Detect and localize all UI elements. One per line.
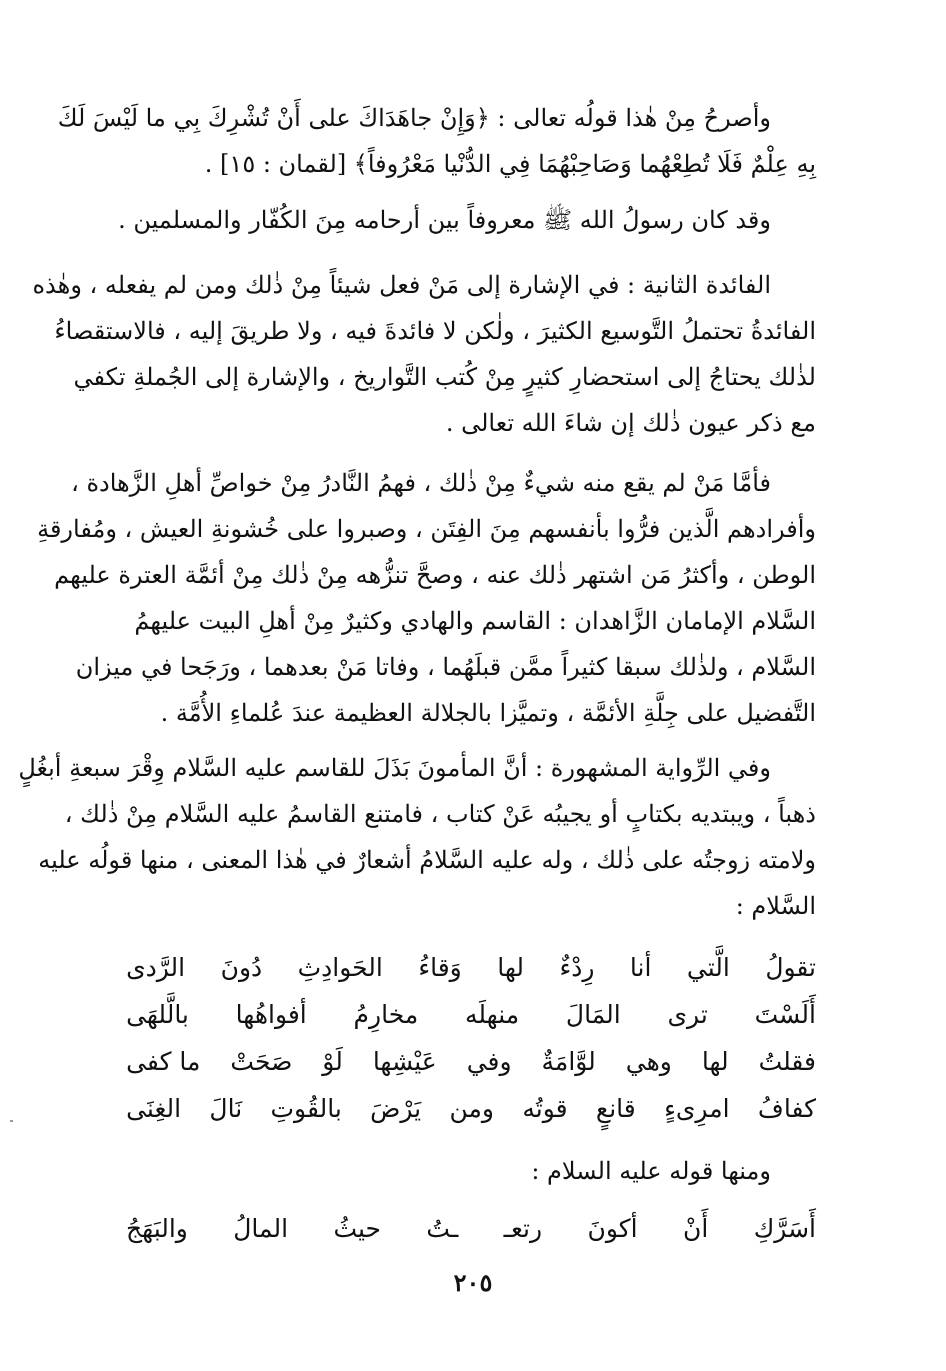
text-line: ذهباً ، ويبتديه بكتابٍ أو يجيبُه عَنْ كتاب ، فامتنع القاسمُ عليه السَّلام مِنْ ذٰلك ، <box>64 800 816 828</box>
text-line: بِهِ عِلْمٌ فَلَا تُطِعْهُما وَصَاحِبْهُمَا فِي الدُّنْيا مَعْرُوفاً﴾ [لقمان : ١٥] . <box>204 150 816 178</box>
scan-speck <box>10 1120 13 1122</box>
verse-word: قانعٍ <box>595 1094 636 1123</box>
verse-word: صَحَتْ <box>230 1047 293 1076</box>
verse-word: قوتُه <box>522 1094 568 1123</box>
verse-word: لَوْ <box>322 1047 343 1076</box>
verse-word: المَالَ <box>565 1000 621 1029</box>
paragraph-second-benefit <box>32 262 816 446</box>
verse-word: نَالَ <box>209 1094 243 1123</box>
text-line: وقد كان رسولُ الله ﷺ معروفاً بين أرحامه مِنَ الكُفّار والمسلمين . <box>118 206 771 234</box>
text-line: السَّلام : <box>735 892 816 920</box>
text-line: السَّلام الإمامان الزَّاهدان : القاسم والهادي وكثيرٌ مِنْ أهلِ البيت عليهمُ <box>134 607 816 635</box>
poem-verse <box>126 1086 816 1132</box>
verse-word: وفي <box>466 1047 512 1076</box>
verse-word: لها <box>497 953 524 982</box>
text-line: التَّفضيل على جِلَّةِ الأئمَّة ، وتميَّزا بالجلالة العظيمة عندَ عُلماءِ الأُمَّة . <box>160 699 816 727</box>
text-line: وأفرادهم الَّذين فرُّوا بأنفسهم مِنَ الفِتَن ، وصبروا على خُشونةِ العيش ، ومُفارقةِ <box>37 515 816 543</box>
page-number: ٢٠٥ <box>453 1268 493 1297</box>
paragraph-quran-verse <box>57 95 816 187</box>
verse-word: أَلَسْتَ <box>754 1000 816 1029</box>
poem-verse <box>126 992 816 1038</box>
text-line: لذٰلك يحتاجُ إلى استحضارِ كثيرٍ مِنْ كُتب التَّواريخ ، والإشارة إلى الجُملةِ تكفي <box>73 363 816 391</box>
verse-word: بالَّلهَى <box>126 1000 189 1029</box>
verse-word: رتعـ <box>503 1214 543 1243</box>
poem-verse <box>126 1039 816 1085</box>
text-line: وأصرحُ مِنْ هٰذا قولُه تعالى : ﴿وَإِنْ جاهَدَاكَ على أَنْ تُشْرِكَ بِي ما لَيْسَ لَكَ <box>57 104 771 132</box>
verse-word: ومن <box>449 1094 494 1123</box>
text-line: السَّلام ، ولذٰلك سبقا كثيراً ممَّن قبلَهُما ، وفاتا مَنْ بعدهما ، ورَجَحا في ميزان <box>75 653 816 681</box>
verse-word: وَقاءُ <box>418 953 462 982</box>
verse-word: حيثُ <box>333 1214 382 1243</box>
text-line: الفائدة الثانية : في الإشارة إلى مَنْ فعل شيئاً مِنْ ذٰلك ومن لم يفعله ، وهٰذه <box>32 271 771 299</box>
paragraph-narration <box>18 745 816 929</box>
verse-word: عَيْشِها <box>372 1047 437 1076</box>
verse-word: أَنْ <box>683 1214 709 1243</box>
paragraph-second-poem-intro <box>126 1148 816 1194</box>
verse-word: ما كفى <box>126 1047 201 1076</box>
verse-word: امرِىءٍ <box>664 1094 730 1123</box>
text-line: ومنها قوله عليه السلام : <box>531 1157 771 1185</box>
verse-word: كفافُ <box>757 1094 816 1123</box>
verse-word: المالُ <box>233 1214 289 1243</box>
verse-word: رِدْءٌ <box>559 953 595 982</box>
paragraph-ascetics <box>37 460 816 736</box>
verse-word: منهلَه <box>465 1000 520 1029</box>
verse-word: أفواهُها <box>235 1000 307 1029</box>
text-line: وفي الرِّواية المشهورة : أنَّ المأمونَ بَذَلَ للقاسم عليه السَّلام وِقْرَ سبعةِ أبغُلٍ <box>18 754 771 782</box>
verse-word: لها <box>701 1047 729 1076</box>
verse-word: مخارِمُ <box>353 1000 419 1029</box>
verse-word: بالقُوتِ <box>270 1094 342 1123</box>
verse-word: ترى <box>667 1000 708 1029</box>
verse-word: فقلتُ <box>758 1047 816 1076</box>
verse-word: ـتُ <box>426 1214 459 1243</box>
verse-word: أنا <box>629 953 652 982</box>
poem-verse <box>126 945 816 991</box>
verse-word: الحَوادِثِ <box>297 953 383 982</box>
verse-word: لوَّامَةٌ <box>541 1047 596 1076</box>
verse-word: الغِنَى <box>126 1094 182 1123</box>
verse-word: الرَّدى <box>126 953 186 982</box>
verse-word: أكونَ <box>587 1214 638 1243</box>
text-line: الفائدةُ تحتملُ التَّوسيع الكثيرَ ، ولٰكن لا فائدةَ فيه ، ولا طريقَ إليه ، فالاستقصاءُ <box>54 317 816 345</box>
verse-word: دُونَ <box>220 953 263 982</box>
verse-word: الَّتي <box>686 953 730 982</box>
poem-verse <box>126 1206 816 1252</box>
verse-word: وهي <box>625 1047 672 1076</box>
text-line: فأمَّا مَنْ لم يقع منه شيءٌ مِنْ ذٰلك ، فهمُ النَّادرُ مِنْ خواصِّ أهلِ الزَّهادة ، <box>71 469 771 497</box>
text-line: الوطن ، وأكثرُ مَن اشتهر ذٰلك عنه ، وصحَّ تنزُّهه مِنْ ذٰلك مِنْ أئمَّة العترة عليهم <box>54 561 816 589</box>
verse-word: يَرْضَ <box>370 1094 422 1123</box>
verse-word: تقولُ <box>765 953 816 982</box>
text-line: ولامته زوجتُه على ذٰلك ، وله عليه السَّلامُ أشعارٌ في هٰذا المعنى ، منها قولُه عليه <box>38 846 816 874</box>
verse-word: أَسَرَّكِ <box>753 1214 816 1243</box>
text-line: مع ذكر عيون ذٰلك إن شاءَ الله تعالى . <box>445 409 816 437</box>
verse-word: والبَهَجُ <box>126 1214 188 1243</box>
paragraph-prophet <box>118 197 816 243</box>
